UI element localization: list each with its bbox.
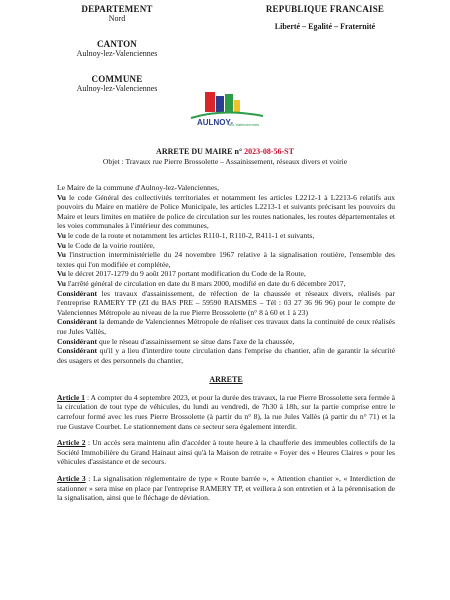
considerant-item: [57, 289, 395, 318]
considerant-lead: Considérant: [57, 317, 98, 327]
article-3: [57, 474, 395, 503]
town-logo-graphic: [183, 88, 273, 136]
canton-value: Aulnoy-lez-Valenciennes: [76, 49, 158, 58]
considerant-text: le décret 2017-1279 du 9 août 2017 portant modification du Code de la Route,: [66, 269, 306, 279]
considerant-text: les travaux d'assainissement, de réfection de la chaussée et réseaux divers, réalisés par l'entreprise RAMERY TP (ZI du BAS PRE – 59590 RAISMES – Tél : 03 27 36 96 96) pour le compte de Valenciennes Métropole au niveau de la rue Pierre Brossolette (n° 8 à 60 et 1 à 23): [57, 288, 395, 317]
considerant-item: [57, 337, 395, 347]
considerant-lead: Considérant: [57, 288, 98, 298]
considerant-item: [57, 279, 395, 289]
article-text: : Un accès sera maintenu afin d'accéder à toute heure à la chaufferie des immeubles collectifs de la Société Immobilière du Grand Hainaut ainsi qu'à la Maison de retraite « Foyer des « Heures Claires » pour les véhicules d'assistance et de secours.: [57, 438, 395, 467]
article-text: : La signalisation réglementaire de type « Route barrée », « Attention chantier », « Interdiction de stationner » sera mise en place par l'entreprise RAMERY TP, et veillera à son entretien et à la pérennisation de la signalisation, ainsi que le fléchage de déviation.: [57, 474, 395, 503]
svg-text:lez-Valenciennes: lez-Valenciennes: [229, 122, 260, 127]
department-title: DEPARTEMENT: [81, 4, 153, 14]
considerant-item: [57, 241, 395, 251]
considerant-item: [57, 231, 395, 241]
considerants-list: [57, 193, 395, 366]
article-label: Article 2: [57, 438, 86, 448]
considerant-lead: Vu: [57, 240, 67, 250]
considerant-lead: Considérant: [57, 346, 98, 356]
considerant-text: que le réseau d'assainissement se situe dans l'axe de la chaussée,: [97, 336, 295, 346]
commune-title: COMMUNE: [91, 74, 143, 84]
town-logo: [183, 88, 273, 136]
canton-title: CANTON: [96, 39, 138, 49]
considerant-item: [57, 250, 395, 269]
considerant-item: [57, 317, 395, 336]
article-1: [57, 393, 395, 431]
considerant-item: [57, 346, 395, 365]
decree-body: [57, 183, 395, 503]
article-label: Article 1: [57, 392, 86, 402]
considerant-lead: Vu: [57, 278, 67, 288]
considerant-lead: Considérant: [57, 336, 98, 346]
intro-line: Le Maire de la commune d'Aulnoy-lez-Valenciennes,: [57, 183, 220, 192]
considerant-text: l'arrêté général de circulation en date du 8 mars 2000, modifié en date du 6 décembre 2017,: [66, 278, 346, 288]
considerant-text: la demande de Valenciennes Métropole de réaliser ces travaux dans la continuité de ceux réalisés rue Jules Vallès,: [57, 317, 395, 336]
considerant-item: [57, 193, 395, 231]
header-right: [250, 4, 400, 31]
article-label: Article 3: [57, 474, 86, 484]
republic-motto: Liberté – Egalité – Fraternité: [274, 22, 376, 31]
considerant-lead: Vu: [57, 269, 67, 279]
decree-number: 2023-08-56-ST: [244, 147, 294, 156]
commune-value: Aulnoy-lez-Valenciennes: [76, 84, 158, 93]
article-2: [57, 438, 395, 467]
considerant-lead: Vu: [57, 192, 67, 202]
considerant-text: l'instruction interministérielle du 24 novembre 1967 relative à la signalisation routière, l'ensemble des textes qui l'on modifiée et complétée,: [57, 250, 395, 269]
considerant-text: qu'il y a lieu d'interdire toute circulation dans l'emprise du chantier, afin de garantir la sécurité des usagers et des personnels du chantier,: [57, 346, 395, 365]
considerant-text: le code de la route et notamment les articles R110-1, R110-2, R411-1 et suivants,: [66, 230, 315, 240]
considerant-lead: Vu: [57, 250, 67, 260]
article-text: : A compter du 4 septembre 2023, et pour la durée des travaux, la rue Pierre Brossolette sera fermée à la circulation de tout type de véhicules, du lundi au vendredi, de 7h30 à 18h, sur la partie comprise entre le carrefour formé avec les rues Pierre Brossolette (à partir du n° 8), la rue Jules Vallès (à partir du n° 71) et la rue Gustave Courbet. Le stationnement dans ce secteur sera également interdit.: [57, 392, 396, 431]
header-left: [62, 4, 172, 93]
decree-objet: Objet : Travaux rue Pierre Brossolette – Assainissement, réseaux divers et voirie: [102, 157, 348, 166]
republic-title: REPUBLIQUE FRANCAISE: [265, 4, 385, 14]
considerant-text: le Code de la voirie routière,: [66, 240, 155, 250]
department-value: Nord: [108, 14, 126, 23]
considerant-lead: Vu: [57, 230, 67, 240]
considerant-text: le code Général des collectivités territoriales et notamment les articles L2212-1 à L2213-6 relatifs aux pouvoirs du Maire en matière de Police Municipale, les articles L2213-1 et suivants précisant les pouvoirs du Maire et leurs limites en matière de police de circulation sur les routes nationales, les routes départementales et les voies communales à l'intérieur des communes,: [57, 192, 395, 231]
decree-title: [40, 147, 410, 156]
svg-text:AULNOY-: AULNOY-: [197, 118, 233, 127]
arrete-heading: ARRETE: [209, 375, 243, 385]
decree-title-prefix: ARRETE DU MAIRE n°: [156, 147, 245, 156]
considerant-item: [57, 269, 395, 279]
